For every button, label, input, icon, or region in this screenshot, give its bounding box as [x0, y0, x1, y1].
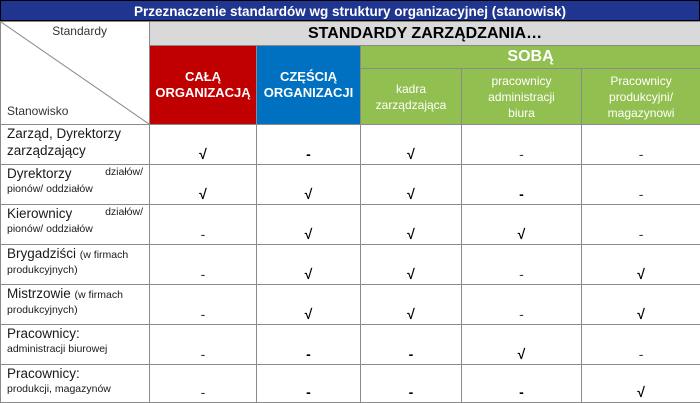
- cell-value: √: [361, 205, 462, 245]
- cell-value: -: [361, 365, 462, 403]
- cell-value: -: [582, 205, 700, 245]
- cell-value: -: [462, 245, 582, 285]
- cell-value: -: [150, 365, 257, 403]
- cell-value: √: [462, 205, 582, 245]
- cell-value: √: [582, 245, 700, 285]
- main-header: STANDARDY ZARZĄDZANIA…: [150, 22, 700, 46]
- table-row: [1, 245, 700, 285]
- row-label: Pracownicy: administracji biurowej: [1, 325, 150, 365]
- row-label: Pracownicy: produkcji, magazynów: [1, 365, 150, 403]
- cell-value: √: [361, 285, 462, 325]
- cell-value: -: [150, 325, 257, 365]
- table-row: [1, 325, 700, 365]
- table-row: [1, 285, 700, 325]
- row-label: Zarząd, Dyrektorzy zarządzający: [1, 125, 150, 165]
- table-title: Przeznaczenie standardów wg struktury organizacyjnej (stanowisk): [0, 0, 700, 21]
- cell-value: -: [462, 165, 582, 205]
- col-header-self: SOBĄ: [361, 46, 700, 69]
- standards-table: [0, 21, 700, 403]
- corner-header-cell: [1, 22, 150, 125]
- cell-value: √: [462, 325, 582, 365]
- cell-value: -: [361, 325, 462, 365]
- col-header-admin-staff: pracownicy administracji biura: [462, 69, 582, 125]
- row-label: Mistrzowie (w firmach produkcyjnych): [1, 285, 150, 325]
- cell-value: -: [257, 365, 361, 403]
- cell-value: √: [361, 125, 462, 165]
- corner-label-standards: Standardy: [52, 24, 107, 38]
- cell-value: -: [582, 125, 700, 165]
- row-label: Kierownicy działów/ pionów/ oddziałów: [1, 205, 150, 245]
- cell-value: -: [462, 125, 582, 165]
- col-header-whole-org: CAŁĄ ORGANIZACJĄ: [150, 46, 257, 125]
- cell-value: √: [257, 285, 361, 325]
- cell-value: -: [257, 325, 361, 365]
- table-row: [1, 365, 700, 403]
- cell-value: -: [150, 205, 257, 245]
- col-header-management: kadra zarządzająca: [361, 69, 462, 125]
- cell-value: √: [257, 165, 361, 205]
- cell-value: √: [361, 245, 462, 285]
- cell-value: -: [462, 365, 582, 403]
- table-row: [1, 205, 700, 245]
- cell-value: √: [257, 245, 361, 285]
- cell-value: √: [582, 365, 700, 403]
- cell-value: -: [582, 325, 700, 365]
- cell-value: -: [150, 285, 257, 325]
- cell-value: √: [361, 165, 462, 205]
- cell-value: -: [257, 125, 361, 165]
- cell-value: √: [150, 125, 257, 165]
- cell-value: √: [257, 205, 361, 245]
- table-row: [1, 165, 700, 205]
- col-header-part-org: CZĘŚCIĄ ORGANIZACJI: [257, 46, 361, 125]
- cell-value: -: [582, 165, 700, 205]
- table-row: [1, 125, 700, 165]
- row-label: Dyrektorzy działów/ pionów/ oddziałów: [1, 165, 150, 205]
- row-label: Brygadziści (w firmach produkcyjnych): [1, 245, 150, 285]
- cell-value: -: [462, 285, 582, 325]
- cell-value: -: [150, 245, 257, 285]
- col-header-production-staff: Pracownicy produkcyjni/ magazynowi: [582, 69, 700, 125]
- cell-value: √: [582, 285, 700, 325]
- cell-value: √: [150, 165, 257, 205]
- corner-label-position: Stanowisko: [7, 104, 68, 118]
